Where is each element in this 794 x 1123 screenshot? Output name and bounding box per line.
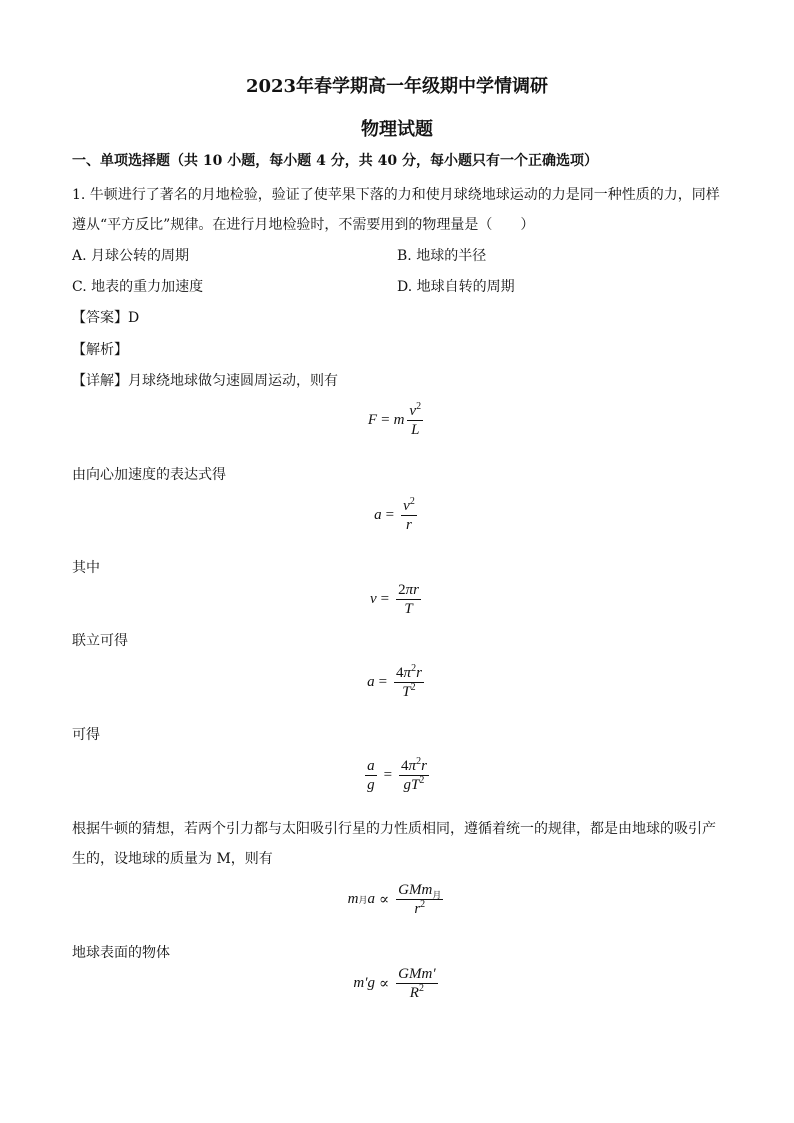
analysis-label: 【解析】 — [72, 342, 128, 358]
text-centripetal: 由向心加速度的表达式得 — [72, 467, 226, 483]
equation-moon-gravity: m 月 a ∝ $\frac{GMm_月}{r^2}$ — [347, 882, 442, 917]
equation-centripetal-acceleration: a = $\frac{v^2}{r}$ — [374, 496, 415, 533]
text-obtain: 可得 — [72, 727, 100, 743]
section-heading: 一、单项选择题（共 10 小题，每小题 4 分，共 40 分，每小题只有一个正确选项） — [72, 153, 598, 169]
text-newton-line-1: 根据牛顿的猜想，若两个引力都与太阳吸引行星的力性质相同，遵循着统一的规律，都是由地球的吸引产 — [72, 821, 716, 837]
exam-title: 2023年春学期高一年级期中学情调研 — [245, 76, 549, 97]
option-d: D. 地球自转的周期 — [397, 279, 515, 295]
text-where: 其中 — [72, 560, 100, 576]
equation-ratio: $\frac{a}{g}$ = $\frac{4\pi^2r}{gT^2}$ — [367, 756, 427, 793]
question-stem-line-1: 1. 牛顿进行了著名的月地检验，验证了使苹果下落的力和使月球绕地球运动的力是同一种性质的力，同样 — [72, 187, 720, 203]
option-c: C. 地表的重力加速度 — [72, 279, 204, 295]
equation-acceleration-period: a = $\frac{4\pi^2r}{T^2}$ — [367, 663, 422, 700]
answer-line: 【答案】D — [72, 310, 140, 326]
text-surface: 地球表面的物体 — [72, 945, 170, 961]
equation-surface-gravity: m′g ∝ $\frac{\text{GMm′}}{R^2}$ — [353, 966, 436, 1001]
equation-velocity: v = $\frac{2\pi r}{T}$ — [370, 582, 419, 617]
text-newton-line-2: 生的，设地球的质量为 M，则有 — [72, 851, 273, 867]
option-a: A. 月球公转的周期 — [72, 248, 190, 264]
exam-subtitle: 物理试题 — [361, 119, 433, 140]
subscript-moon: 月 — [432, 890, 442, 900]
text-combine: 联立可得 — [72, 633, 128, 649]
question-stem-line-2: 遵从“平方反比”规律。在进行月地检验时，不需要用到的物理量是（ ） — [72, 217, 535, 233]
detail-line: 【详解】月球绕地球做匀速圆周运动，则有 — [72, 373, 338, 389]
equation-gravitational-force: F = m $\frac{v^2}{L}$ — [367, 401, 422, 438]
option-b: B. 地球的半径 — [397, 248, 487, 264]
